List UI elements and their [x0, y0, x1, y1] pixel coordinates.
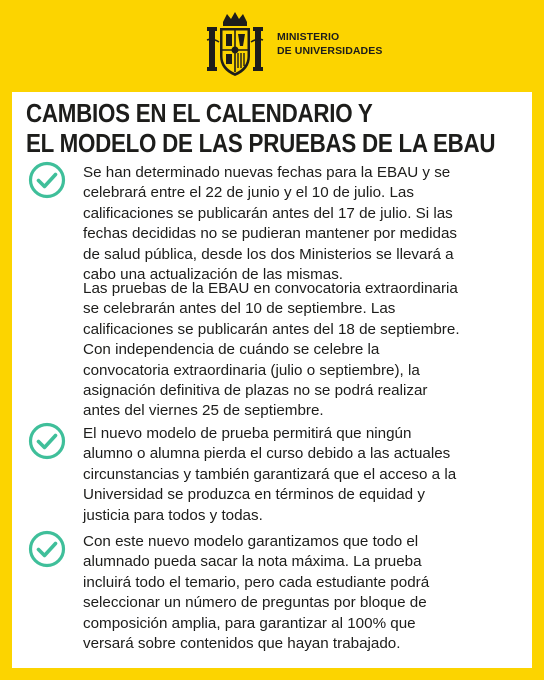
ministry-name — [277, 30, 382, 58]
text-line: Con este nuevo modelo garantizamos que todo el — [83, 533, 419, 550]
text-line: alumnado pueda sacar la nota máxima. La prueba — [83, 553, 422, 571]
text-line: versará sobre contenidos que hayan trabajado. — [83, 635, 401, 653]
paragraph-modelo — [83, 424, 523, 526]
text-line: antes del viernes 25 de septiembre. — [83, 402, 324, 420]
text-line: justicia para todos y todas. — [83, 506, 263, 524]
text-line: Las pruebas de la EBAU en convocatoria extraordinaria — [83, 280, 458, 297]
title-line-1: CAMBIOS EN EL CALENDARIO Y — [26, 98, 373, 128]
text-line: incluirá todo el temario, pero cada estudiante podrá — [83, 573, 430, 591]
text-line: circunstancias y también garantizará que el acceso a la — [83, 465, 457, 483]
ministry-line-1: MINISTERIO — [277, 31, 340, 43]
check-circle-icon — [28, 161, 66, 199]
check-circle-icon — [28, 530, 66, 568]
check-circle-icon — [28, 422, 66, 460]
text-line: asignación definitiva de plazas no se podrá realizar — [83, 382, 428, 400]
text-line: de salud pública, desde los dos Ministerios se llevará a — [83, 245, 454, 263]
text-line: composición amplia, para garantizar al 100% que — [83, 614, 416, 632]
text-line: Con independencia de cuándo se celebre la — [83, 341, 380, 359]
paragraph-nota-maxima — [83, 532, 523, 654]
content-card — [12, 92, 532, 668]
text-line: cabo una actualización de las mismas. — [83, 266, 344, 284]
text-line: se celebrarán antes del 10 de septiembre. Las — [83, 300, 396, 318]
text-line: calificaciones se publicarán antes del 17 de julio. Si las — [83, 204, 453, 222]
text-line: Se han determinado nuevas fechas para la EBAU y se — [83, 164, 451, 181]
coat-of-arms-icon — [205, 10, 265, 82]
text-line: calificaciones se publicarán antes del 18 de septiembre. — [83, 320, 460, 338]
title-line-2: EL MODELO DE LAS PRUEBAS DE LA EBAU — [26, 128, 496, 158]
page-title — [26, 98, 496, 158]
text-line: convocatoria extraordinaria (julio o septiembre), la — [83, 361, 420, 379]
ministry-line-2: DE UNIVERSIDADES — [277, 45, 383, 57]
text-line: alumno o alumna pierda el curso debido a las actuales — [83, 445, 451, 463]
text-line: El nuevo modelo de prueba permitirá que ningún — [83, 425, 412, 442]
paragraph-extraordinaria — [83, 279, 523, 422]
text-line: celebrará entre el 22 de junio y el 10 de julio. Las — [83, 184, 414, 202]
header — [0, 0, 544, 92]
text-line: fechas decididas no se pudieran mantener por medidas — [83, 225, 458, 243]
paragraph-fechas — [83, 163, 523, 285]
text-line: seleccionar un número de preguntas por bloque de — [83, 594, 427, 612]
text-line: Universidad se produzca en términos de equidad y — [83, 486, 425, 504]
